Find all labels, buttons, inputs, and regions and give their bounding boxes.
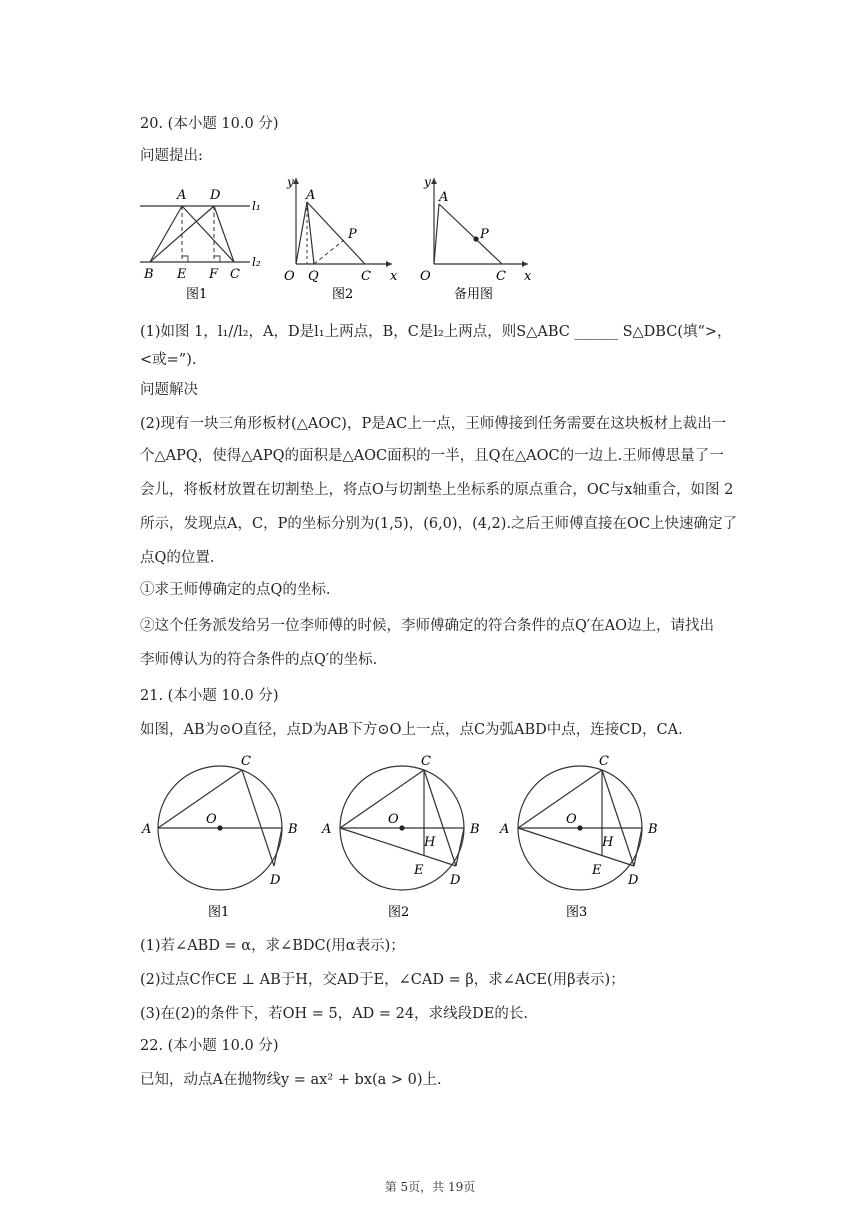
q20-part2-line: 点Q的位置. [140,550,215,566]
q22-intro: 已知，动点A在抛物线y = ax² + bx(a > 0)上. [140,1072,442,1088]
q20-figure-1 [138,184,270,306]
q20-part2-line: 所示，发现点A，C，P的坐标分别为(1,5)，(6,0)，(4,2).之后王师傅直接在OC上快速确定了 [140,516,738,532]
fig1-caption: 图1 [186,287,208,302]
fig1-label: C [230,267,240,282]
fig2-label: C [361,269,371,284]
fig-label: H [602,835,614,850]
q21-intro: 如图，AB为⊙O直径，点D为AB下方⊙O上一点，点C为弧ABD中点，连接CD，CA. [140,722,683,738]
fig1-label: D [210,188,221,203]
fig2-label: O [284,269,295,284]
q21-figure-2 [316,752,492,930]
q21-part: (3)在(2)的条件下，若OH = 5，AD = 24，求线段DE的长. [140,1006,528,1022]
fig3-caption: 备用图 [454,287,494,302]
q20-figure-spare [406,172,536,306]
fig-label: C [241,754,251,769]
q20-sub2-line: ②这个任务派发给另一位李师傅的时候，李师傅确定的符合条件的点Q′在AO边上，请找出 [140,618,715,634]
fig-label: C [599,754,609,769]
fig-label: O [566,812,577,827]
fig-label: H [424,835,436,850]
fig-label: O [206,812,217,827]
q20-section-solution: 问题解决 [140,382,198,398]
fig-caption: 图2 [388,905,410,920]
fig-label: D [628,873,639,888]
fig2-caption: 图2 [332,287,354,302]
fig-label: B [648,822,658,837]
fig2-label: x [390,269,398,284]
fig3-label: x [524,269,532,284]
fig-label: D [450,873,461,888]
q21-heading: 21. (本小题 10.0 分) [140,688,279,704]
q20-part2-line: 会儿，将板材放置在切割垫上，将点O与切割垫上坐标系的原点重合，OC与x轴重合，如图 2 [140,482,734,498]
q20-figure-2 [282,172,408,306]
q20-sub1: ①求王师傅确定的点Q的坐标. [140,582,331,598]
fig-label: E [414,863,424,878]
fig-label: A [142,822,152,837]
fig-label: E [592,863,602,878]
q21-figure-3 [494,752,670,930]
fig-label: A [322,822,332,837]
fig1-label: F [209,267,219,282]
q20-part1-line2: <或=”). [140,352,197,368]
q22-heading: 22. (本小题 10.0 分) [140,1038,279,1054]
fig2-label: Q [308,269,319,284]
fig-caption: 图3 [566,905,588,920]
fig3-label: C [496,269,506,284]
q21-figure-1 [138,752,308,930]
q21-part: (1)若∠ABD = α，求∠BDC(用α表示)； [140,938,405,954]
fig-label: B [288,822,298,837]
q20-heading: 20. (本小题 10.0 分) [140,116,279,132]
q20-part2-line: 个△APQ，使得△APQ的面积是△AOC面积的一半，且Q在△AOC的一边上.王师傅思量了一 [140,448,724,464]
fig2-label: A [306,188,316,203]
fig-caption: 图1 [208,905,230,920]
fig1-label: E [177,267,187,282]
fig-label: O [388,812,399,827]
page-footer: 第 5页，共 19页 [384,1180,476,1194]
q20-part2-line: (2)现有一块三角形板材(△AOC)，P是AC上一点，王师傅接到任务需要在这块板材上裁出一 [140,416,727,432]
fig1-label: A [177,188,187,203]
fig-label: D [270,873,281,888]
fig1-label: l₁ [252,199,261,213]
fig-label: B [470,822,480,837]
fig1-label: l₂ [252,255,261,269]
q20-sub2-line: 李师傅认为的符合条件的点Q′的坐标. [140,652,378,668]
fig3-label: y [424,175,431,189]
fig1-label: B [144,267,154,282]
fig3-label: A [439,190,449,205]
fig2-label: y [287,175,294,189]
q20-part1-line1: (1)如图 1，l₁//l₂，A，D是l₁上两点，B，C是l₂上两点，则S△ABC ______ S△DBC(填“>， [140,324,732,340]
fig2-label: P [348,227,357,242]
fig3-label: P [480,227,489,242]
q20-section-problem: 问题提出: [140,148,203,164]
fig-label: A [500,822,510,837]
fig-label: C [421,754,431,769]
q21-part: (2)过点C作CE ⊥ AB于H，交AD于E，∠CAD = β，求∠ACE(用β表示)； [140,972,625,988]
fig3-label: O [420,269,431,284]
